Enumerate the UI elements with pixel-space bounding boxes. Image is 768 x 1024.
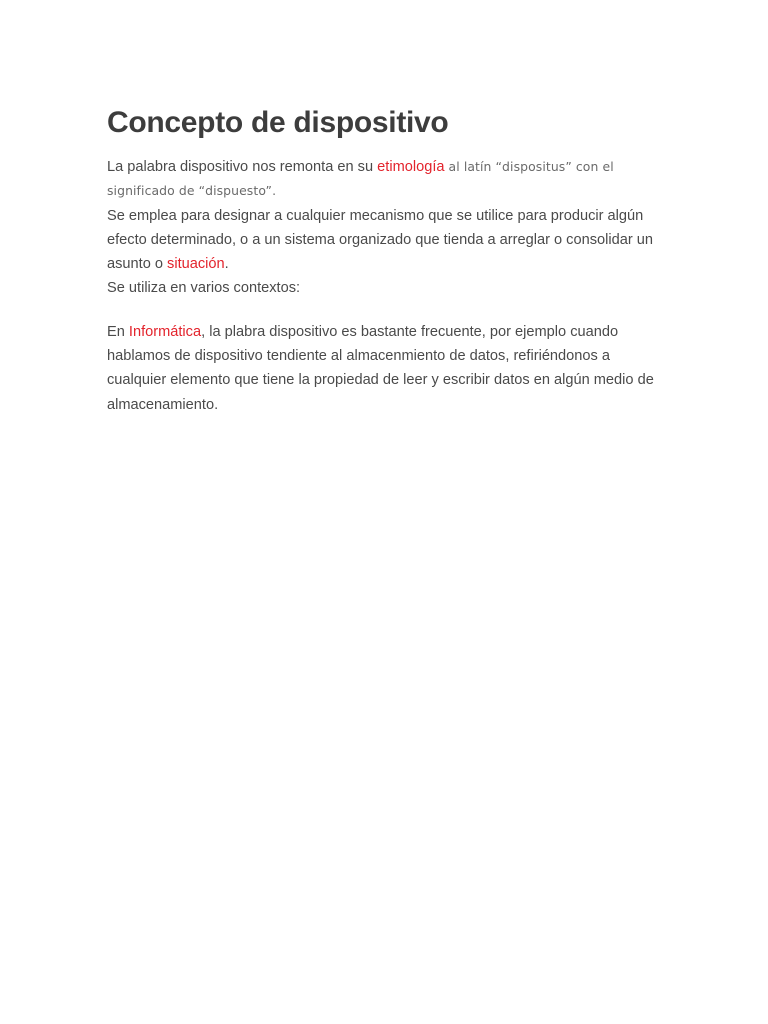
paragraph-definition bbox=[107, 204, 655, 277]
link-etimologia[interactable]: etimología bbox=[377, 159, 445, 175]
article bbox=[107, 104, 655, 417]
link-situacion[interactable]: situación bbox=[167, 256, 225, 273]
paragraph-definition-text: Se emplea para designar a cualquier mecanismo que se utilice para producir algún efecto determinado, o a un sistema organizado que tienda a arreglar o consolidar un asunto o bbox=[107, 207, 653, 273]
paragraph-etymology-text: La palabra dispositivo nos remonta en su bbox=[107, 159, 378, 175]
paragraph-informatica-start: En bbox=[107, 323, 129, 340]
paragraph-etymology-meaning: significado de “dispuesto”. bbox=[107, 183, 277, 199]
paragraph-etymology-latin: al latín “dispositus” con el bbox=[444, 159, 614, 174]
link-informatica[interactable]: Informática bbox=[128, 323, 202, 340]
paragraph-informatica bbox=[107, 320, 655, 417]
paragraph-etymology bbox=[107, 155, 655, 204]
paragraph-definition-end: . bbox=[224, 256, 229, 273]
page-title: Concepto de dispositivo bbox=[107, 106, 449, 139]
paragraph-contexts: Se utiliza en varios contextos: bbox=[107, 280, 301, 297]
paragraph-informatica-text: , la plabra dispositivo es bastante frecuente, por ejemplo cuando hablamos de dispositivo tendiente al almacenmiento de datos, refiriéndonos a cualquier elemento que tiene la propiedad de leer y escribir datos en algún medio de almacenamiento. bbox=[107, 323, 654, 413]
